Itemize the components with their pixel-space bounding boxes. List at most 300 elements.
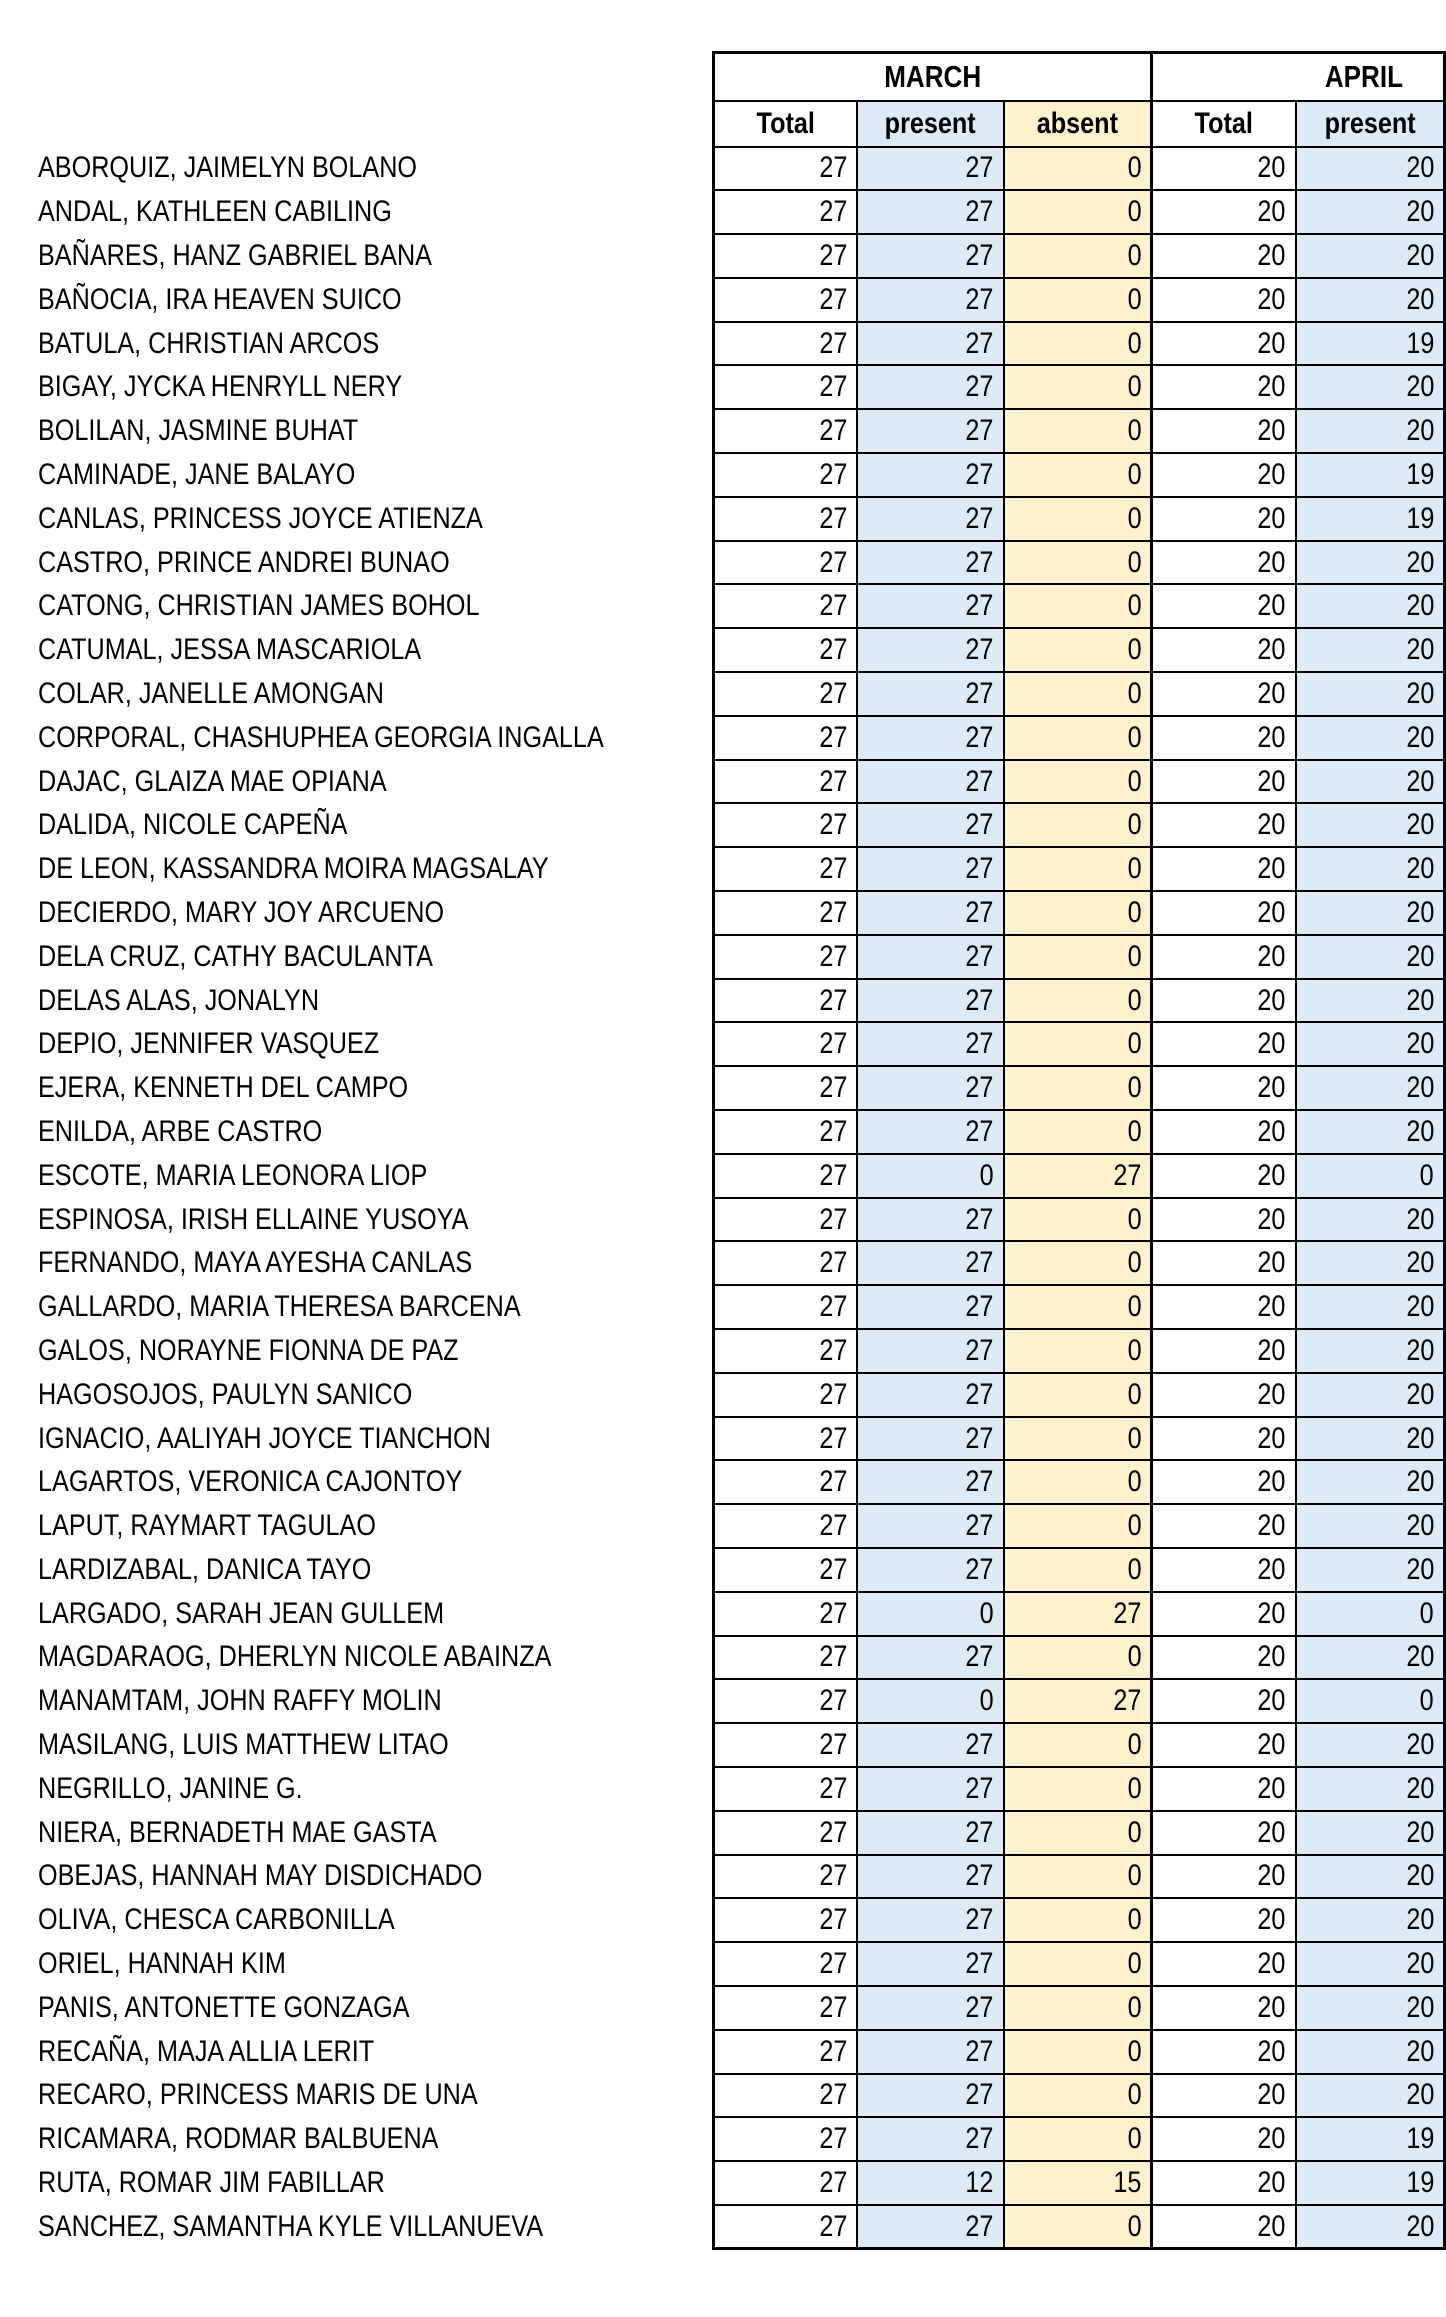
april-total-cell[interactable] [1152,1855,1296,1899]
april-present-cell[interactable] [1296,541,1445,585]
student-name-cell[interactable] [0,190,713,234]
student-name-cell[interactable] [0,1066,713,1110]
april-total-cell-value: 20 [1257,457,1286,491]
march-total-cell[interactable] [713,322,857,366]
april-total-cell[interactable] [1152,2074,1296,2118]
march-absent-cell[interactable] [1004,1679,1152,1723]
april-total-cell[interactable] [1152,1504,1296,1548]
april-total-cell[interactable] [1152,891,1296,935]
april-present-cell[interactable] [1296,1986,1445,2030]
march-absent-cell[interactable] [1004,365,1152,409]
march-total-cell[interactable] [713,716,857,760]
student-name-cell[interactable] [0,1548,713,1592]
april-total-cell[interactable] [1152,1460,1296,1504]
march-total-cell[interactable] [713,1855,857,1899]
march-present-cell[interactable] [857,234,1004,278]
march-absent-header-cell[interactable] [1004,101,1152,147]
april-present-cell[interactable] [1296,322,1445,366]
april-total-cell[interactable] [1152,1942,1296,1986]
march-total-cell[interactable] [713,1548,857,1592]
student-name-cell[interactable] [0,2205,713,2249]
student-name-cell[interactable] [0,1198,713,1242]
april-total-cell[interactable] [1152,322,1296,366]
march-absent-cell[interactable] [1004,1198,1152,1242]
student-name-cell[interactable] [0,1767,713,1811]
april-present-cell[interactable] [1296,1066,1445,1110]
april-present-cell[interactable] [1296,1723,1445,1767]
student-name-cell[interactable] [0,2030,713,2074]
april-total-cell[interactable] [1152,541,1296,585]
march-absent-cell[interactable] [1004,1504,1152,1548]
april-total-cell[interactable] [1152,1022,1296,1066]
march-absent-cell[interactable] [1004,1417,1152,1461]
march-total-cell[interactable] [713,1636,857,1680]
april-present-cell[interactable] [1296,584,1445,628]
march-present-cell[interactable] [857,847,1004,891]
march-present-cell[interactable] [857,979,1004,1023]
april-total-cell[interactable] [1152,1592,1296,1636]
march-total-cell[interactable] [713,497,857,541]
student-name-cell[interactable] [0,672,713,716]
april-total-cell[interactable] [1152,234,1296,278]
march-absent-cell[interactable] [1004,2074,1152,2118]
april-present-cell[interactable] [1296,278,1445,322]
march-present-cell[interactable] [857,1855,1004,1899]
march-total-cell[interactable] [713,803,857,847]
march-present-cell[interactable] [857,1022,1004,1066]
march-total-cell[interactable] [713,2161,857,2205]
student-name-cell[interactable] [0,1723,713,1767]
student-name-cell[interactable] [0,2161,713,2205]
april-total-cell[interactable] [1152,760,1296,804]
april-present-cell[interactable] [1296,979,1445,1023]
march-header-cell[interactable] [713,53,1152,101]
student-name-cell[interactable] [0,1417,713,1461]
march-total-cell[interactable] [713,628,857,672]
april-present-cell[interactable] [1296,628,1445,672]
march-absent-cell[interactable] [1004,234,1152,278]
march-total-cell[interactable] [713,147,857,191]
march-total-cell[interactable] [713,541,857,585]
march-total-cell[interactable] [713,891,857,935]
march-absent-cell[interactable] [1004,716,1152,760]
april-total-cell[interactable] [1152,935,1296,979]
april-total-cell[interactable] [1152,1198,1296,1242]
april-present-cell[interactable] [1296,1679,1445,1723]
april-present-cell[interactable] [1296,2205,1445,2249]
march-present-cell[interactable] [857,1548,1004,1592]
april-total-cell[interactable] [1152,716,1296,760]
march-absent-cell[interactable] [1004,2161,1152,2205]
march-absent-cell[interactable] [1004,1767,1152,1811]
march-absent-cell[interactable] [1004,803,1152,847]
april-present-cell[interactable] [1296,1373,1445,1417]
april-total-cell[interactable] [1152,672,1296,716]
april-present-cell[interactable] [1296,1636,1445,1680]
march-total-cell[interactable] [713,2030,857,2074]
student-name-cell[interactable] [0,847,713,891]
march-present-cell[interactable] [857,2117,1004,2161]
march-absent-cell[interactable] [1004,1285,1152,1329]
march-total-cell[interactable] [713,1504,857,1548]
march-present-cell[interactable] [857,147,1004,191]
march-absent-cell[interactable] [1004,1154,1152,1198]
march-absent-cell[interactable] [1004,672,1152,716]
april-total-cell[interactable] [1152,365,1296,409]
march-total-cell[interactable] [713,584,857,628]
april-total-cell[interactable] [1152,2161,1296,2205]
march-total-cell[interactable] [713,2205,857,2249]
april-total-cell[interactable] [1152,1986,1296,2030]
march-total-cell[interactable] [713,847,857,891]
march-total-cell[interactable] [713,1198,857,1242]
march-total-cell[interactable] [713,979,857,1023]
march-present-cell[interactable] [857,716,1004,760]
student-name-cell[interactable] [0,1636,713,1680]
march-present-cell[interactable] [857,935,1004,979]
march-total-cell[interactable] [713,190,857,234]
march-present-cell[interactable] [857,365,1004,409]
april-present-cell[interactable] [1296,409,1445,453]
april-present-cell[interactable] [1296,935,1445,979]
april-present-cell[interactable] [1296,2030,1445,2074]
april-total-cell[interactable] [1152,2030,1296,2074]
april-present-cell[interactable] [1296,365,1445,409]
march-absent-cell[interactable] [1004,1329,1152,1373]
march-present-cell[interactable] [857,1066,1004,1110]
march-present-cell[interactable] [857,190,1004,234]
april-present-cell[interactable] [1296,190,1445,234]
march-present-cell[interactable] [857,1373,1004,1417]
april-present-cell[interactable] [1296,1198,1445,1242]
student-name-cell[interactable] [0,2117,713,2161]
student-name-cell[interactable] [0,2074,713,2118]
march-present-cell[interactable] [857,1504,1004,1548]
student-name-cell[interactable] [0,716,713,760]
april-present-cell[interactable] [1296,2074,1445,2118]
march-absent-cell[interactable] [1004,2117,1152,2161]
march-absent-cell[interactable] [1004,1811,1152,1855]
student-name-cell[interactable] [0,1592,713,1636]
march-total-cell[interactable] [713,1679,857,1723]
student-name-cell[interactable] [0,979,713,1023]
march-total-cell[interactable] [713,2117,857,2161]
april-total-cell[interactable] [1152,1679,1296,1723]
april-total-cell[interactable] [1152,1110,1296,1154]
march-absent-cell[interactable] [1004,2030,1152,2074]
student-name-cell[interactable] [0,1679,713,1723]
april-present-header-cell[interactable] [1296,101,1445,147]
student-name-cell[interactable] [0,234,713,278]
march-absent-cell[interactable] [1004,1986,1152,2030]
march-absent-cell[interactable] [1004,847,1152,891]
march-present-cell[interactable] [857,628,1004,672]
march-present-cell[interactable] [857,409,1004,453]
student-name-cell[interactable] [0,541,713,585]
march-present-cell[interactable] [857,1154,1004,1198]
april-total-cell[interactable] [1152,1066,1296,1110]
march-present-cell[interactable] [857,1417,1004,1461]
april-present-cell[interactable] [1296,1460,1445,1504]
march-present-cell[interactable] [857,803,1004,847]
student-name-cell[interactable] [0,1942,713,1986]
march-present-cell[interactable] [857,1811,1004,1855]
student-name-cell[interactable] [0,760,713,804]
april-present-cell[interactable] [1296,803,1445,847]
student-name-cell[interactable] [0,1241,713,1285]
march-total-cell[interactable] [713,935,857,979]
march-total-cell[interactable] [713,1241,857,1285]
march-absent-cell[interactable] [1004,1022,1152,1066]
april-total-cell[interactable] [1152,147,1296,191]
april-present-cell[interactable] [1296,1592,1445,1636]
student-name-cell[interactable] [0,409,713,453]
march-present-cell[interactable] [857,1110,1004,1154]
march-present-header-cell[interactable] [857,101,1004,147]
student-name-cell[interactable] [0,935,713,979]
march-total-cell[interactable] [713,1942,857,1986]
student-name-cell[interactable] [0,365,713,409]
march-absent-cell[interactable] [1004,541,1152,585]
march-absent-cell[interactable] [1004,453,1152,497]
april-total-cell[interactable] [1152,1767,1296,1811]
april-total-cell[interactable] [1152,1154,1296,1198]
march-total-cell[interactable] [713,2074,857,2118]
march-absent-cell[interactable] [1004,409,1152,453]
april-present-cell[interactable] [1296,1022,1445,1066]
student-name-cell[interactable] [0,1855,713,1899]
march-present-cell[interactable] [857,1285,1004,1329]
april-present-cell[interactable] [1296,497,1445,541]
march-total-cell[interactable] [713,365,857,409]
april-total-cell[interactable] [1152,2205,1296,2249]
student-name-cell[interactable] [0,628,713,672]
march-present-cell[interactable] [857,2074,1004,2118]
march-absent-cell[interactable] [1004,497,1152,541]
april-present-cell[interactable] [1296,1942,1445,1986]
march-absent-cell[interactable] [1004,1898,1152,1942]
student-name-cell[interactable] [0,1460,713,1504]
march-absent-cell[interactable] [1004,1548,1152,1592]
march-present-cell[interactable] [857,1986,1004,2030]
march-total-cell[interactable] [713,234,857,278]
march-total-cell[interactable] [713,1723,857,1767]
march-absent-cell[interactable] [1004,1373,1152,1417]
march-absent-cell[interactable] [1004,278,1152,322]
march-absent-cell[interactable] [1004,891,1152,935]
march-present-cell[interactable] [857,1679,1004,1723]
april-total-cell[interactable] [1152,803,1296,847]
april-total-cell[interactable] [1152,1723,1296,1767]
march-absent-cell[interactable] [1004,760,1152,804]
april-present-cell[interactable] [1296,847,1445,891]
april-total-cell-value: 20 [1257,545,1286,579]
march-total-cell[interactable] [713,1285,857,1329]
april-present-cell[interactable] [1296,760,1445,804]
march-absent-cell[interactable] [1004,147,1152,191]
april-present-cell[interactable] [1296,2117,1445,2161]
april-present-cell[interactable] [1296,1811,1445,1855]
march-total-cell[interactable] [713,1022,857,1066]
march-total-cell[interactable] [713,1811,857,1855]
april-present-cell[interactable] [1296,1285,1445,1329]
april-present-cell[interactable] [1296,1898,1445,1942]
march-absent-cell[interactable] [1004,1636,1152,1680]
march-present-cell[interactable] [857,1942,1004,1986]
march-absent-cell[interactable] [1004,1855,1152,1899]
student-name-cell[interactable] [0,1986,713,2030]
april-total-cell[interactable] [1152,1636,1296,1680]
student-name-cell[interactable] [0,1329,713,1373]
march-absent-cell[interactable] [1004,190,1152,234]
april-total-cell[interactable] [1152,1373,1296,1417]
march-absent-cell[interactable] [1004,935,1152,979]
march-absent-cell[interactable] [1004,322,1152,366]
april-total-cell[interactable] [1152,1285,1296,1329]
table-row [0,935,1445,979]
student-name-cell[interactable] [0,278,713,322]
student-name-cell[interactable] [0,1110,713,1154]
march-total-cell[interactable] [713,1417,857,1461]
april-present-cell[interactable] [1296,2161,1445,2205]
april-present-cell[interactable] [1296,147,1445,191]
march-present-cell[interactable] [857,760,1004,804]
march-total-cell[interactable] [713,453,857,497]
student-name-cell[interactable] [0,1373,713,1417]
march-total-cell[interactable] [713,1154,857,1198]
april-total-cell[interactable] [1152,1329,1296,1373]
april-present-cell[interactable] [1296,1855,1445,1899]
student-name-cell[interactable] [0,1285,713,1329]
march-total-cell[interactable] [713,1329,857,1373]
march-total-cell[interactable] [713,1460,857,1504]
student-name-cell[interactable] [0,1154,713,1198]
student-name-cell[interactable] [0,803,713,847]
march-present-cell[interactable] [857,584,1004,628]
march-present-cell[interactable] [857,278,1004,322]
april-present-cell[interactable] [1296,1154,1445,1198]
march-present-cell[interactable] [857,1460,1004,1504]
april-total-cell[interactable] [1152,453,1296,497]
march-absent-cell[interactable] [1004,1460,1152,1504]
march-absent-cell[interactable] [1004,2205,1152,2249]
march-total-cell[interactable] [713,1066,857,1110]
march-total-header-cell[interactable] [713,101,857,147]
march-present-cell[interactable] [857,1592,1004,1636]
march-present-cell-value: 27 [965,151,994,185]
april-present-cell[interactable] [1296,1767,1445,1811]
march-present-cell[interactable] [857,453,1004,497]
student-name-cell[interactable] [0,453,713,497]
march-present-cell[interactable] [857,497,1004,541]
march-total-cell[interactable] [713,1767,857,1811]
march-absent-cell[interactable] [1004,1592,1152,1636]
march-present-cell[interactable] [857,2030,1004,2074]
march-present-cell[interactable] [857,672,1004,716]
april-total-cell[interactable] [1152,278,1296,322]
march-present-cell[interactable] [857,1241,1004,1285]
student-name-cell[interactable] [0,1811,713,1855]
march-total-cell[interactable] [713,1592,857,1636]
march-absent-cell[interactable] [1004,1066,1152,1110]
march-absent-cell[interactable] [1004,1942,1152,1986]
student-name-cell[interactable] [0,891,713,935]
april-present-cell[interactable] [1296,234,1445,278]
march-total-cell[interactable] [713,760,857,804]
march-present-cell[interactable] [857,1329,1004,1373]
april-total-cell[interactable] [1152,409,1296,453]
student-name-cell[interactable] [0,497,713,541]
april-total-cell[interactable] [1152,1898,1296,1942]
march-present-cell[interactable] [857,1723,1004,1767]
april-total-cell[interactable] [1152,1241,1296,1285]
april-header-cell[interactable] [1152,53,1445,101]
march-present-cell[interactable] [857,1636,1004,1680]
april-total-cell[interactable] [1152,584,1296,628]
march-total-cell[interactable] [713,1986,857,2030]
student-name-cell[interactable] [0,584,713,628]
student-name-cell[interactable] [0,147,713,191]
march-absent-cell[interactable] [1004,1110,1152,1154]
march-total-cell[interactable] [713,1898,857,1942]
march-present-cell-value: 27 [965,545,994,579]
april-total-cell[interactable] [1152,628,1296,672]
april-present-cell[interactable] [1296,1329,1445,1373]
april-total-cell[interactable] [1152,979,1296,1023]
march-present-cell[interactable] [857,541,1004,585]
april-total-cell[interactable] [1152,190,1296,234]
march-total-cell[interactable] [713,1110,857,1154]
march-total-cell[interactable] [713,672,857,716]
april-total-cell[interactable] [1152,1417,1296,1461]
student-name-cell[interactable] [0,322,713,366]
april-present-cell[interactable] [1296,1504,1445,1548]
student-name-cell[interactable] [0,1898,713,1942]
march-absent-cell[interactable] [1004,1723,1152,1767]
march-total-cell[interactable] [713,1373,857,1417]
march-present-cell[interactable] [857,1767,1004,1811]
april-present-cell[interactable] [1296,1241,1445,1285]
april-present-cell[interactable] [1296,672,1445,716]
april-present-cell[interactable] [1296,453,1445,497]
april-present-cell[interactable] [1296,1110,1445,1154]
april-total-cell[interactable] [1152,2117,1296,2161]
april-total-cell[interactable] [1152,1548,1296,1592]
march-present-cell[interactable] [857,891,1004,935]
april-present-cell[interactable] [1296,1417,1445,1461]
march-absent-cell[interactable] [1004,628,1152,672]
april-total-cell[interactable] [1152,847,1296,891]
student-name-cell[interactable] [0,1504,713,1548]
april-present-cell[interactable] [1296,716,1445,760]
march-present-cell[interactable] [857,1198,1004,1242]
march-present-cell[interactable] [857,2161,1004,2205]
april-total-header-cell[interactable] [1152,101,1296,147]
march-absent-cell[interactable] [1004,979,1152,1023]
march-absent-cell[interactable] [1004,1241,1152,1285]
april-present-cell[interactable] [1296,1548,1445,1592]
march-absent-cell[interactable] [1004,584,1152,628]
march-total-cell[interactable] [713,278,857,322]
march-present-cell[interactable] [857,2205,1004,2249]
march-total-cell[interactable] [713,409,857,453]
march-present-cell[interactable] [857,322,1004,366]
april-total-cell[interactable] [1152,1811,1296,1855]
march-present-cell[interactable] [857,1898,1004,1942]
student-name-cell[interactable] [0,1022,713,1066]
april-total-cell[interactable] [1152,497,1296,541]
april-present-cell[interactable] [1296,891,1445,935]
